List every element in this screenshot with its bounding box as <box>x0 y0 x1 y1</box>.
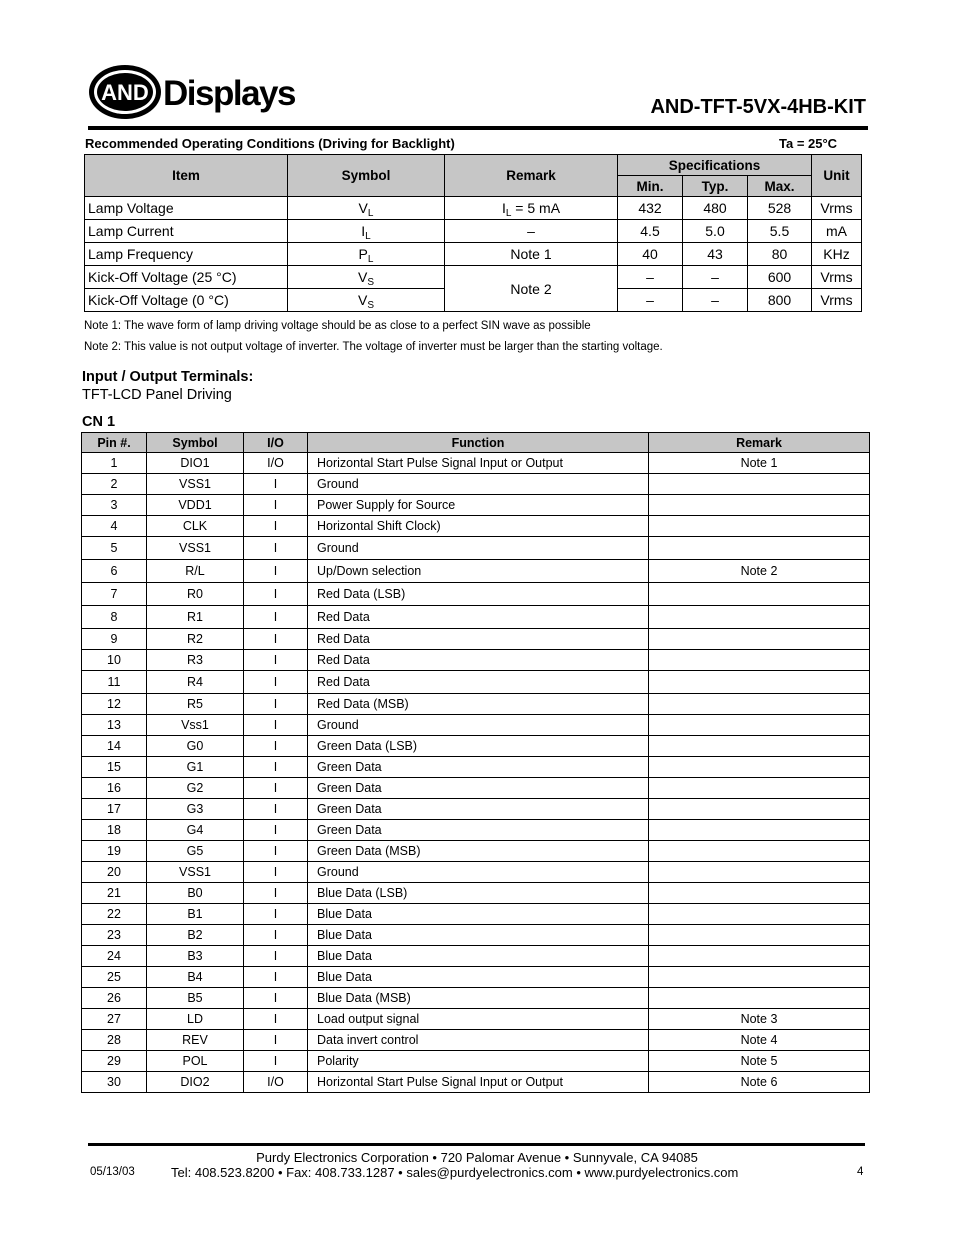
symbol-cell <box>288 197 445 220</box>
function-cell: Red Data (MSB) <box>308 694 649 715</box>
pin-cell: 6 <box>82 560 147 583</box>
pin-cell: 20 <box>82 862 147 883</box>
remark-cell <box>649 841 870 862</box>
remark-cell <box>649 715 870 736</box>
company-logo <box>88 63 303 123</box>
io-cell: I <box>244 988 308 1009</box>
symbol-letter: V <box>358 200 368 216</box>
table-row <box>82 495 870 516</box>
remark-cell: Note 2 <box>445 266 618 312</box>
pin-cell: 21 <box>82 883 147 904</box>
symbol-cell: B1 <box>147 904 244 925</box>
table-row <box>82 606 870 629</box>
unit-cell: Vrms <box>812 197 862 220</box>
symbol-cell: DIO1 <box>147 453 244 474</box>
symbol-cell <box>288 220 445 243</box>
table-row <box>82 453 870 474</box>
symbol-subscript: L <box>367 208 374 219</box>
connector-title: CN 1 <box>82 414 116 430</box>
table-row <box>82 757 870 778</box>
remark-cell <box>649 883 870 904</box>
logo-displays-text: Displays <box>163 74 295 113</box>
symbol-letter: I <box>361 223 366 239</box>
remark-cell <box>649 629 870 650</box>
table-row <box>82 560 870 583</box>
remark-cell <box>445 197 618 220</box>
io-cell: I <box>244 560 308 583</box>
table-row <box>82 629 870 650</box>
max-cell: 5.5 <box>748 220 812 243</box>
function-cell: Power Supply for Source <box>308 495 649 516</box>
symbol-letter: V <box>357 269 368 285</box>
io-cell: I <box>244 516 308 537</box>
table-row <box>82 1030 870 1051</box>
table-row <box>82 1009 870 1030</box>
min-cell: – <box>618 289 683 312</box>
table-row <box>82 862 870 883</box>
table-row <box>82 799 870 820</box>
symbol-cell: B3 <box>147 946 244 967</box>
header-unit: Unit <box>812 155 862 197</box>
remark-cell <box>649 988 870 1009</box>
io-cell: I <box>244 841 308 862</box>
symbol-cell <box>288 266 445 289</box>
function-cell: Green Data <box>308 799 649 820</box>
function-cell: Load output signal <box>308 1009 649 1030</box>
item-cell: Kick-Off Voltage (0 °C) <box>85 289 288 312</box>
function-cell: Green Data <box>308 778 649 799</box>
pin-cell: 29 <box>82 1051 147 1072</box>
symbol-cell: R5 <box>147 694 244 715</box>
symbol-subscript: L <box>365 231 371 242</box>
remark-cell <box>649 862 870 883</box>
remark-cell <box>649 925 870 946</box>
function-cell: Ground <box>308 537 649 560</box>
max-cell: 528 <box>748 197 812 220</box>
header-remark: Remark <box>445 155 618 197</box>
unit-cell: Vrms <box>812 289 862 312</box>
function-cell: Ground <box>308 862 649 883</box>
remark-cell <box>649 946 870 967</box>
remark-cell: Note 2 <box>649 560 870 583</box>
io-cell: I/O <box>244 1072 308 1093</box>
symbol-cell: DIO2 <box>147 1072 244 1093</box>
symbol-cell: G1 <box>147 757 244 778</box>
pin-cell: 15 <box>82 757 147 778</box>
remark-cell <box>649 516 870 537</box>
header-pin: Pin #. <box>82 433 147 453</box>
remark-symbol: I <box>501 200 506 216</box>
pin-cell: 5 <box>82 537 147 560</box>
io-cell: I <box>244 778 308 799</box>
header-specifications: Specifications <box>618 155 812 176</box>
typ-cell: – <box>683 289 748 312</box>
logo-and-text: AND <box>101 80 149 105</box>
remark-cell <box>649 757 870 778</box>
table-row <box>85 266 862 289</box>
pin-cell: 10 <box>82 650 147 671</box>
table-row <box>82 537 870 560</box>
symbol-cell: B0 <box>147 883 244 904</box>
pin-cell: 13 <box>82 715 147 736</box>
table-row <box>85 243 862 266</box>
footer-divider <box>88 1143 865 1146</box>
remark-cell: Note 1 <box>445 243 618 266</box>
io-cell: I <box>244 967 308 988</box>
pin-assignment-table <box>81 432 870 1093</box>
footer-address: Purdy Electronics Corporation • 720 Palomar Avenue • Sunnyvale, CA 94085 <box>256 1150 698 1165</box>
io-cell: I <box>244 946 308 967</box>
io-cell: I <box>244 736 308 757</box>
io-cell: I <box>244 694 308 715</box>
table-row <box>82 904 870 925</box>
header-remark: Remark <box>649 433 870 453</box>
max-cell: 80 <box>748 243 812 266</box>
symbol-cell: VDD1 <box>147 495 244 516</box>
symbol-cell: B4 <box>147 967 244 988</box>
header-symbol: Symbol <box>147 433 244 453</box>
typ-cell: 43 <box>683 243 748 266</box>
function-cell: Blue Data <box>308 904 649 925</box>
remark-cell <box>649 904 870 925</box>
remark-cell <box>649 650 870 671</box>
table-row <box>82 820 870 841</box>
symbol-cell: R3 <box>147 650 244 671</box>
io-cell: I <box>244 757 308 778</box>
symbol-cell: G2 <box>147 778 244 799</box>
item-cell: Kick-Off Voltage (25 °C) <box>85 266 288 289</box>
pin-cell: 16 <box>82 778 147 799</box>
unit-cell: mA <box>812 220 862 243</box>
pin-cell: 17 <box>82 799 147 820</box>
function-cell: Horizontal Start Pulse Signal Input or Output <box>308 453 649 474</box>
table-row <box>82 516 870 537</box>
remark-cell <box>649 671 870 694</box>
symbol-cell: G4 <box>147 820 244 841</box>
symbol-letter: V <box>357 292 368 308</box>
function-cell: Red Data (LSB) <box>308 583 649 606</box>
and-displays-logo-icon <box>88 63 303 123</box>
remark-cell <box>649 820 870 841</box>
table-row <box>82 583 870 606</box>
operating-conditions-table <box>84 154 862 312</box>
remark-cell <box>649 537 870 560</box>
io-cell: I <box>244 883 308 904</box>
symbol-cell <box>288 243 445 266</box>
header-io: I/O <box>244 433 308 453</box>
function-cell: Horizontal Shift Clock) <box>308 516 649 537</box>
io-cell: I <box>244 650 308 671</box>
table-row <box>82 650 870 671</box>
remark-cell <box>649 799 870 820</box>
io-cell: I <box>244 495 308 516</box>
pin-cell: 1 <box>82 453 147 474</box>
function-cell: Green Data (LSB) <box>308 736 649 757</box>
function-cell: Ground <box>308 715 649 736</box>
unit-cell: Vrms <box>812 266 862 289</box>
symbol-cell: R/L <box>147 560 244 583</box>
symbol-cell: LD <box>147 1009 244 1030</box>
min-cell: 40 <box>618 243 683 266</box>
pin-cell: 14 <box>82 736 147 757</box>
remark-cell: Note 5 <box>649 1051 870 1072</box>
symbol-cell: CLK <box>147 516 244 537</box>
header-min: Min. <box>618 176 683 197</box>
table-row <box>82 694 870 715</box>
header-item: Item <box>85 155 288 197</box>
operating-conditions-title: Recommended Operating Conditions (Driving for Backlight) <box>85 136 455 151</box>
io-cell: I <box>244 474 308 495</box>
pin-cell: 11 <box>82 671 147 694</box>
table-row <box>82 1051 870 1072</box>
symbol-cell: B2 <box>147 925 244 946</box>
function-cell: Horizontal Start Pulse Signal Input or Output <box>308 1072 649 1093</box>
function-cell: Blue Data (MSB) <box>308 988 649 1009</box>
table-row <box>85 220 862 243</box>
io-cell: I <box>244 799 308 820</box>
table-row <box>82 883 870 904</box>
ambient-temperature-label: Ta = 25°C <box>779 136 838 151</box>
remark-cell <box>649 495 870 516</box>
symbol-subscript: S <box>367 277 374 288</box>
function-cell: Red Data <box>308 650 649 671</box>
remark-cell: Note 1 <box>649 453 870 474</box>
header-max: Max. <box>748 176 812 197</box>
io-cell: I <box>244 537 308 560</box>
footer-date: 05/13/03 <box>90 1166 135 1178</box>
pin-cell: 22 <box>82 904 147 925</box>
remark-cell <box>649 606 870 629</box>
remark-cell: Note 3 <box>649 1009 870 1030</box>
table-row <box>82 715 870 736</box>
function-cell: Data invert control <box>308 1030 649 1051</box>
table-row <box>85 197 862 220</box>
io-cell: I <box>244 583 308 606</box>
note-2: Note 2: This value is not output voltage of inverter. The voltage of inverter must be larger than the starting voltage. <box>84 341 663 353</box>
function-cell: Green Data <box>308 757 649 778</box>
pin-cell: 25 <box>82 967 147 988</box>
pin-cell: 4 <box>82 516 147 537</box>
table-row <box>82 671 870 694</box>
io-cell: I <box>244 1030 308 1051</box>
typ-cell: 5.0 <box>683 220 748 243</box>
symbol-cell: R4 <box>147 671 244 694</box>
function-cell: Red Data <box>308 606 649 629</box>
symbol-cell <box>288 289 445 312</box>
io-cell: I <box>244 715 308 736</box>
min-cell: – <box>618 266 683 289</box>
symbol-subscript: L <box>367 254 374 265</box>
io-cell: I <box>244 1051 308 1072</box>
function-cell: Ground <box>308 474 649 495</box>
max-cell: 600 <box>748 266 812 289</box>
item-cell: Lamp Frequency <box>85 243 288 266</box>
pin-cell: 18 <box>82 820 147 841</box>
symbol-cell: G0 <box>147 736 244 757</box>
io-cell: I <box>244 862 308 883</box>
remark-value: = 5 mA <box>511 200 561 216</box>
symbol-cell: VSS1 <box>147 537 244 560</box>
io-cell: I <box>244 629 308 650</box>
document-title: AND-TFT-5VX-4HB-KIT <box>650 96 866 118</box>
function-cell: Blue Data (LSB) <box>308 883 649 904</box>
symbol-cell: R0 <box>147 583 244 606</box>
item-cell: Lamp Current <box>85 220 288 243</box>
table-row <box>82 925 870 946</box>
remark-cell <box>649 967 870 988</box>
io-cell: I <box>244 671 308 694</box>
table-row <box>82 1072 870 1093</box>
symbol-cell: R2 <box>147 629 244 650</box>
footer-contact: Tel: 408.523.8200 • Fax: 408.733.1287 • sales@purdyelectronics.com • www.purdyelectronics.com <box>171 1165 739 1180</box>
min-cell: 4.5 <box>618 220 683 243</box>
io-cell: I <box>244 606 308 629</box>
function-cell: Green Data (MSB) <box>308 841 649 862</box>
function-cell: Blue Data <box>308 967 649 988</box>
symbol-cell: G5 <box>147 841 244 862</box>
typ-cell: 480 <box>683 197 748 220</box>
function-cell: Blue Data <box>308 946 649 967</box>
symbol-cell: G3 <box>147 799 244 820</box>
io-section-subtitle: TFT-LCD Panel Driving <box>82 387 232 403</box>
table-row <box>82 841 870 862</box>
remark-cell <box>649 474 870 495</box>
function-cell: Green Data <box>308 820 649 841</box>
max-cell: 800 <box>748 289 812 312</box>
pin-cell: 9 <box>82 629 147 650</box>
item-cell: Lamp Voltage <box>85 197 288 220</box>
symbol-cell: B5 <box>147 988 244 1009</box>
header-typ: Typ. <box>683 176 748 197</box>
symbol-cell: VSS1 <box>147 474 244 495</box>
remark-cell: Note 6 <box>649 1072 870 1093</box>
function-cell: Red Data <box>308 629 649 650</box>
pin-cell: 7 <box>82 583 147 606</box>
symbol-cell: VSS1 <box>147 862 244 883</box>
header-function: Function <box>308 433 649 453</box>
pin-cell: 19 <box>82 841 147 862</box>
io-cell: I <box>244 820 308 841</box>
io-section-title: Input / Output Terminals: <box>82 369 254 385</box>
pin-cell: 30 <box>82 1072 147 1093</box>
io-cell: I <box>244 1009 308 1030</box>
pin-cell: 24 <box>82 946 147 967</box>
unit-cell: KHz <box>812 243 862 266</box>
io-cell: I/O <box>244 453 308 474</box>
table-row <box>82 988 870 1009</box>
function-cell: Up/Down selection <box>308 560 649 583</box>
pin-cell: 26 <box>82 988 147 1009</box>
symbol-cell: POL <box>147 1051 244 1072</box>
pin-cell: 23 <box>82 925 147 946</box>
pin-cell: 8 <box>82 606 147 629</box>
table-row <box>82 967 870 988</box>
header-symbol: Symbol <box>288 155 445 197</box>
table-row <box>82 946 870 967</box>
table-row <box>82 736 870 757</box>
remark-cell <box>649 694 870 715</box>
remark-cell: Note 4 <box>649 1030 870 1051</box>
pin-cell: 28 <box>82 1030 147 1051</box>
typ-cell: – <box>683 266 748 289</box>
page-number: 4 <box>857 1166 864 1178</box>
remark-subscript: L <box>505 208 512 219</box>
symbol-cell: Vss1 <box>147 715 244 736</box>
function-cell: Red Data <box>308 671 649 694</box>
symbol-subscript: S <box>367 300 374 311</box>
symbol-cell: R1 <box>147 606 244 629</box>
function-cell: Blue Data <box>308 925 649 946</box>
note-1: Note 1: The wave form of lamp driving voltage should be as close to a perfect SIN wave as possible <box>84 320 591 332</box>
table-row <box>82 778 870 799</box>
remark-cell <box>649 778 870 799</box>
io-cell: I <box>244 925 308 946</box>
min-cell: 432 <box>618 197 683 220</box>
remark-cell <box>649 736 870 757</box>
pin-cell: 27 <box>82 1009 147 1030</box>
pin-cell: 3 <box>82 495 147 516</box>
header-divider <box>88 126 868 130</box>
remark-cell: – <box>445 220 618 243</box>
remark-cell <box>649 583 870 606</box>
io-cell: I <box>244 904 308 925</box>
table-row <box>82 474 870 495</box>
function-cell: Polarity <box>308 1051 649 1072</box>
pin-cell: 12 <box>82 694 147 715</box>
symbol-cell: REV <box>147 1030 244 1051</box>
symbol-letter: P <box>358 246 368 262</box>
pin-cell: 2 <box>82 474 147 495</box>
